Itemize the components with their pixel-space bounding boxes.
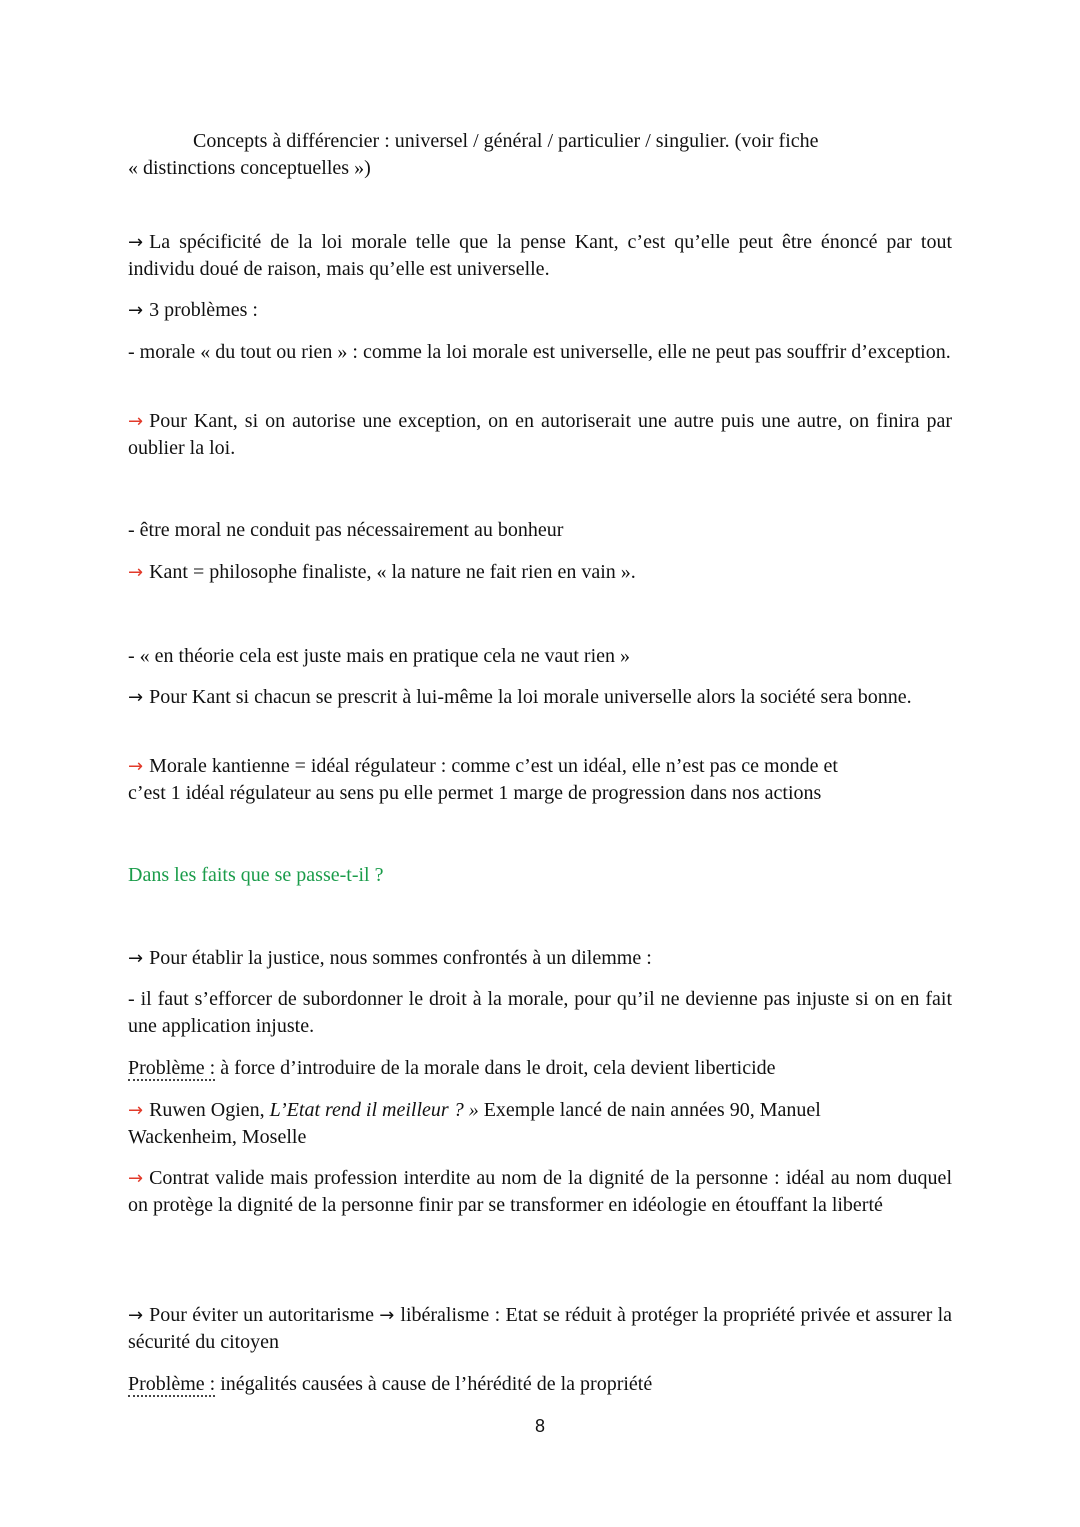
paragraph-text: Kant = philosophe finaliste, « la nature ne fait rien en vain ». — [149, 561, 636, 583]
paragraph-problem-1 — [128, 1055, 952, 1082]
paragraph-text: Pour éviter un autoritarisme — [149, 1304, 374, 1326]
arrow-icon: → — [128, 1305, 144, 1326]
regulative-line-2: c’est 1 idéal régulateur au sens pu elle permet 1 marge de progression dans nos actions — [128, 782, 822, 804]
arrow-icon: → — [128, 411, 144, 432]
paragraph-text: Exemple lancé de nain années 90, Manuel Wackenheim, Moselle — [128, 1099, 821, 1148]
arrow-icon: → — [128, 562, 144, 583]
arrow-icon: → — [379, 1305, 395, 1326]
paragraph-text: 3 problèmes : — [149, 299, 258, 321]
paragraph-problem-2 — [128, 1371, 952, 1398]
paragraph-happiness — [128, 517, 952, 544]
paragraph-text: - morale « du tout ou rien » : comme la loi morale est universelle, elle ne peut pas souffrir d’exception. — [128, 341, 951, 363]
paragraph-text: Morale kantienne = idéal régulateur : comme c’est un idéal, elle n’est pas ce monde et — [149, 755, 838, 777]
paragraph-subordinate — [128, 986, 952, 1040]
paragraph-liberalism — [128, 1302, 952, 1356]
arrow-icon: → — [128, 687, 144, 708]
paragraph-contract — [128, 1165, 952, 1219]
paragraph-ogien — [128, 1097, 898, 1151]
paragraph-text: inégalités causées à cause de l’hérédité de la propriété — [215, 1373, 653, 1395]
paragraph-society — [128, 684, 928, 711]
paragraph-concepts — [128, 128, 952, 182]
arrow-icon: → — [128, 1100, 144, 1121]
paragraph-text: libéralisme : Etat se réduit à protéger la propriété privée et assurer la sécurité du citoyen — [128, 1304, 953, 1353]
paragraph-text: Pour Kant si chacun se prescrit à lui-même la loi morale universelle alors la société sera bonne. — [149, 686, 912, 708]
paragraph-text: - être moral ne conduit pas nécessairement au bonheur — [128, 519, 564, 541]
paragraph-exception — [128, 408, 952, 462]
page-number: 8 — [534, 1416, 545, 1436]
paragraph-text: La spécificité de la loi morale telle que la pense Kant, c’est qu’elle peut être énoncé par tout individu doué de raison, mais qu’elle est universelle. — [128, 231, 952, 280]
problem-label: Problème : — [128, 1373, 216, 1395]
arrow-icon: → — [128, 1168, 144, 1189]
problem-label: Problème : — [128, 1057, 216, 1079]
paragraph-finalist — [128, 559, 952, 586]
paragraph-text: Contrat valide mais profession interdite au nom de la dignité de la personne : idéal au nom duquel on protège la dignité de la personne finir par se transformer en idéologie en étouffant la liberté — [128, 1167, 952, 1216]
arrow-icon: → — [128, 300, 144, 321]
paragraph-text: Pour Kant, si on autorise une exception, on en autoriserait une autre puis une autre, on finira par oublier la loi. — [128, 410, 952, 459]
section-heading: Dans les faits que se passe-t-il ? — [128, 864, 384, 886]
concepts-line-1: Concepts à différencier : universel / général / particulier / singulier. (voir fiche — [193, 130, 819, 152]
paragraph-kant-specificity — [128, 229, 952, 283]
arrow-icon: → — [128, 756, 144, 777]
paragraph-dilemma — [128, 945, 952, 972]
arrow-icon: → — [128, 232, 144, 253]
book-title: L’Etat rend il meilleur ? » — [269, 1099, 479, 1121]
arrow-icon: → — [128, 948, 144, 969]
concepts-line-2: « distinctions conceptuelles ») — [128, 157, 371, 179]
regulative-line-1 — [128, 753, 952, 780]
paragraph-text: Ruwen Ogien, — [149, 1099, 270, 1121]
paragraph-three-problems — [128, 297, 952, 324]
paragraph-text: Pour établir la justice, nous sommes confrontés à un dilemme : — [149, 947, 652, 969]
paragraph-all-or-nothing — [128, 339, 952, 366]
paragraph-regulative-ideal — [128, 753, 952, 807]
paragraph-theory-practice — [128, 643, 952, 670]
paragraph-text: - il faut s’efforcer de subordonner le droit à la morale, pour qu’il ne devienne pas injuste si on en fait une application injuste. — [128, 988, 952, 1037]
paragraph-text: - « en théorie cela est juste mais en pratique cela ne vaut rien » — [128, 645, 631, 667]
paragraph-text: à force d’introduire de la morale dans le droit, cela devient liberticide — [215, 1057, 776, 1079]
